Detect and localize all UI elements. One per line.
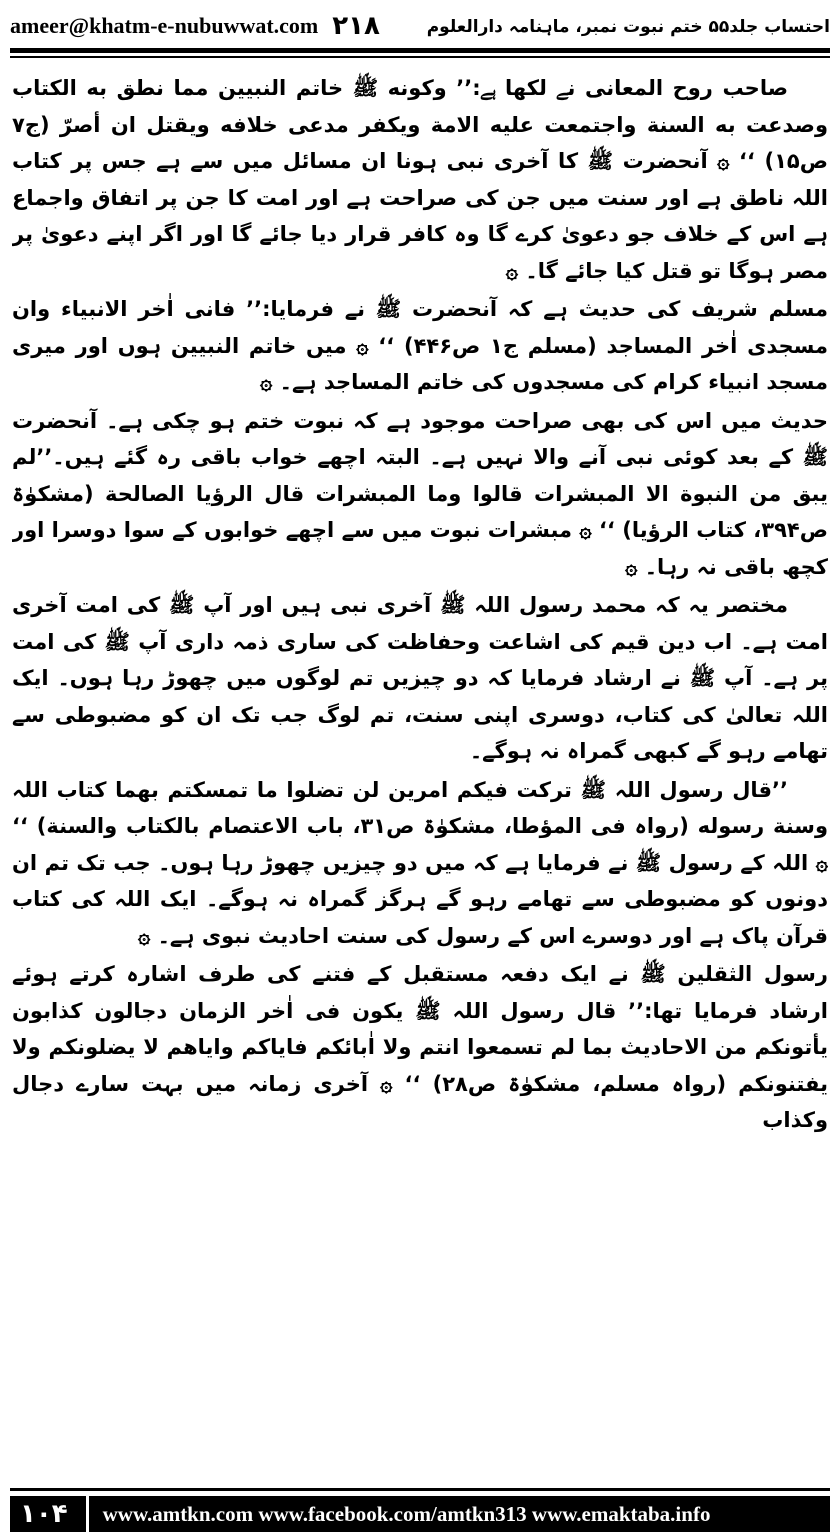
header-rule-thick <box>10 48 830 53</box>
header-left <box>10 11 380 41</box>
article-body <box>12 70 828 1465</box>
paragraph-mubashshirat: حدیث میں اس کی بھی صراحت موجود ہے کہ نبوت ختم ہو چکی ہے۔ آنحضرت ﷺ کے بعد کوئی نبی آنے والا نہیں ہے۔ البتہ اچھے خواب باقی رہ گئے ہیں۔’’لم یبق من النبوة الا المبشرات قالوا وما المبشرات قال الرؤیا الصالحة (مشکوٰۃ ص۳۹۴، کتاب الرؤیا) ‘‘ ۞ مبشرات نبوت میں سے اچھے خوابوں کے سوا دوسرا اور کچھ باقی نہ رہا۔ ۞ <box>12 408 828 579</box>
footer-page-number: ۱۰۴ <box>10 1496 89 1532</box>
footer-links[interactable]: www.amtkn.com www.facebook.com/amtkn313 www.emaktaba.info <box>102 1501 711 1526</box>
footer-rule <box>10 1488 830 1491</box>
header-title: احتساب جلد۵۵ ختم نبوت نمبر، ماہنامہ دارالعلوم <box>426 16 830 37</box>
footer-bar <box>10 1496 830 1532</box>
page-footer <box>10 1488 830 1534</box>
paragraph-two-things: ’’قال رسول اللہ ﷺ ترکت فیکم امرین لن تضلوا ما تمسکتم بهما کتاب اللہ وسنة رسوله (رواہ فی المؤطا، مشکوٰۃ ص۳۱، باب الاعتصام بالکتاب والسنة) ‘‘ ۞ اللہ کے رسول ﷺ نے فرمایا ہے کہ میں دو چیزیں چھوڑ رہا ہوں۔ جب تک تم ان دونوں کو مضبوطی سے تھامے رہو گے ہرگز گمراہ نہ ہوگے۔ ایک اللہ کی کتاب قرآن پاک ہے اور دوسرے اس کے رسول کی سنت احادیث نبوی ہے۔ ۞ <box>12 777 828 948</box>
paragraph-muslim-hadith: مسلم شریف کی حدیث ہے کہ آنحضرت ﷺ نے فرمایا:’’ فانی اٰخر الانبیاء وان مسجدی اٰخر المساجد (مسلم ج۱ ص۴۴۶) ‘‘ ۞ میں خاتم النبیین ہوں اور میری مسجد انبیاء کرام کی مسجدوں کی خاتم المساجد ہے۔ ۞ <box>12 297 828 394</box>
paragraph-ruh-al-maani: صاحب روح المعانی نے لکھا ہے:’’ وکونه ﷺ خاتم النبیین مما نطق به الکتاب وصدعت به السنة واجتمعت علیه الامة ویکفر مدعی خلافه ویقتل ان أصرّ (ج۷ ص۱۵) ‘‘ ۞ آنحضرت ﷺ کا آخری نبی ہونا ان مسائل میں سے ہے جس پر کتاب اللہ ناطق ہے اور سنت میں جن کی صراحت ہے اور امت کا جن پر اتفاق واجماع ہے اس کے خلاف جو دعویٰ کرے گا وہ کافر قرار دیا جائے گا اور اگر اپنے دعویٰ پر مصر ہوگا تو قتل کیا جائے گا۔ ۞ <box>12 76 828 283</box>
page-header <box>10 6 830 46</box>
header-email: ameer@khatm-e-nubuwwat.com <box>10 13 319 38</box>
header-page-number: ۲۱۸ <box>332 11 380 41</box>
header-rule-thin <box>10 56 830 58</box>
paragraph-dajjals: رسول الثقلین ﷺ نے ایک دفعہ مستقبل کے فتنے کی طرف اشارہ کرتے ہوئے ارشاد فرمایا تھا:’’ قال رسول اللہ ﷺ یکون فی اٰخر الزمان دجالون کذابون یأتونکم من الاحادیث بما لم تسمعوا انتم ولا اٰبائکم فایاکم وایاهم لا یضلونکم ولا یفتنونکم (رواہ مسلم، مشکوٰۃ ص۲۸) ‘‘ ۞ آخری زمانہ میں بہت سارے دجال وکذاب <box>12 962 828 1132</box>
paragraph-summary: مختصر یہ کہ محمد رسول اللہ ﷺ آخری نبی ہیں اور آپ ﷺ کی امت آخری امت ہے۔ اب دین قیم کی اشاعت وحفاظت کی ساری ذمہ داری آپ ﷺ کی امت پر ہے۔ آپ ﷺ نے ارشاد فرمایا کہ دو چیزیں تم لوگوں میں چھوڑ رہا ہوں۔ ایک اللہ تعالیٰ کی کتاب، دوسری اپنی سنت، تم لوگ جب تک ان کو مضبوطی سے تھامے رہو گے کبھی گمراہ نہ ہوگے۔ <box>12 593 828 763</box>
